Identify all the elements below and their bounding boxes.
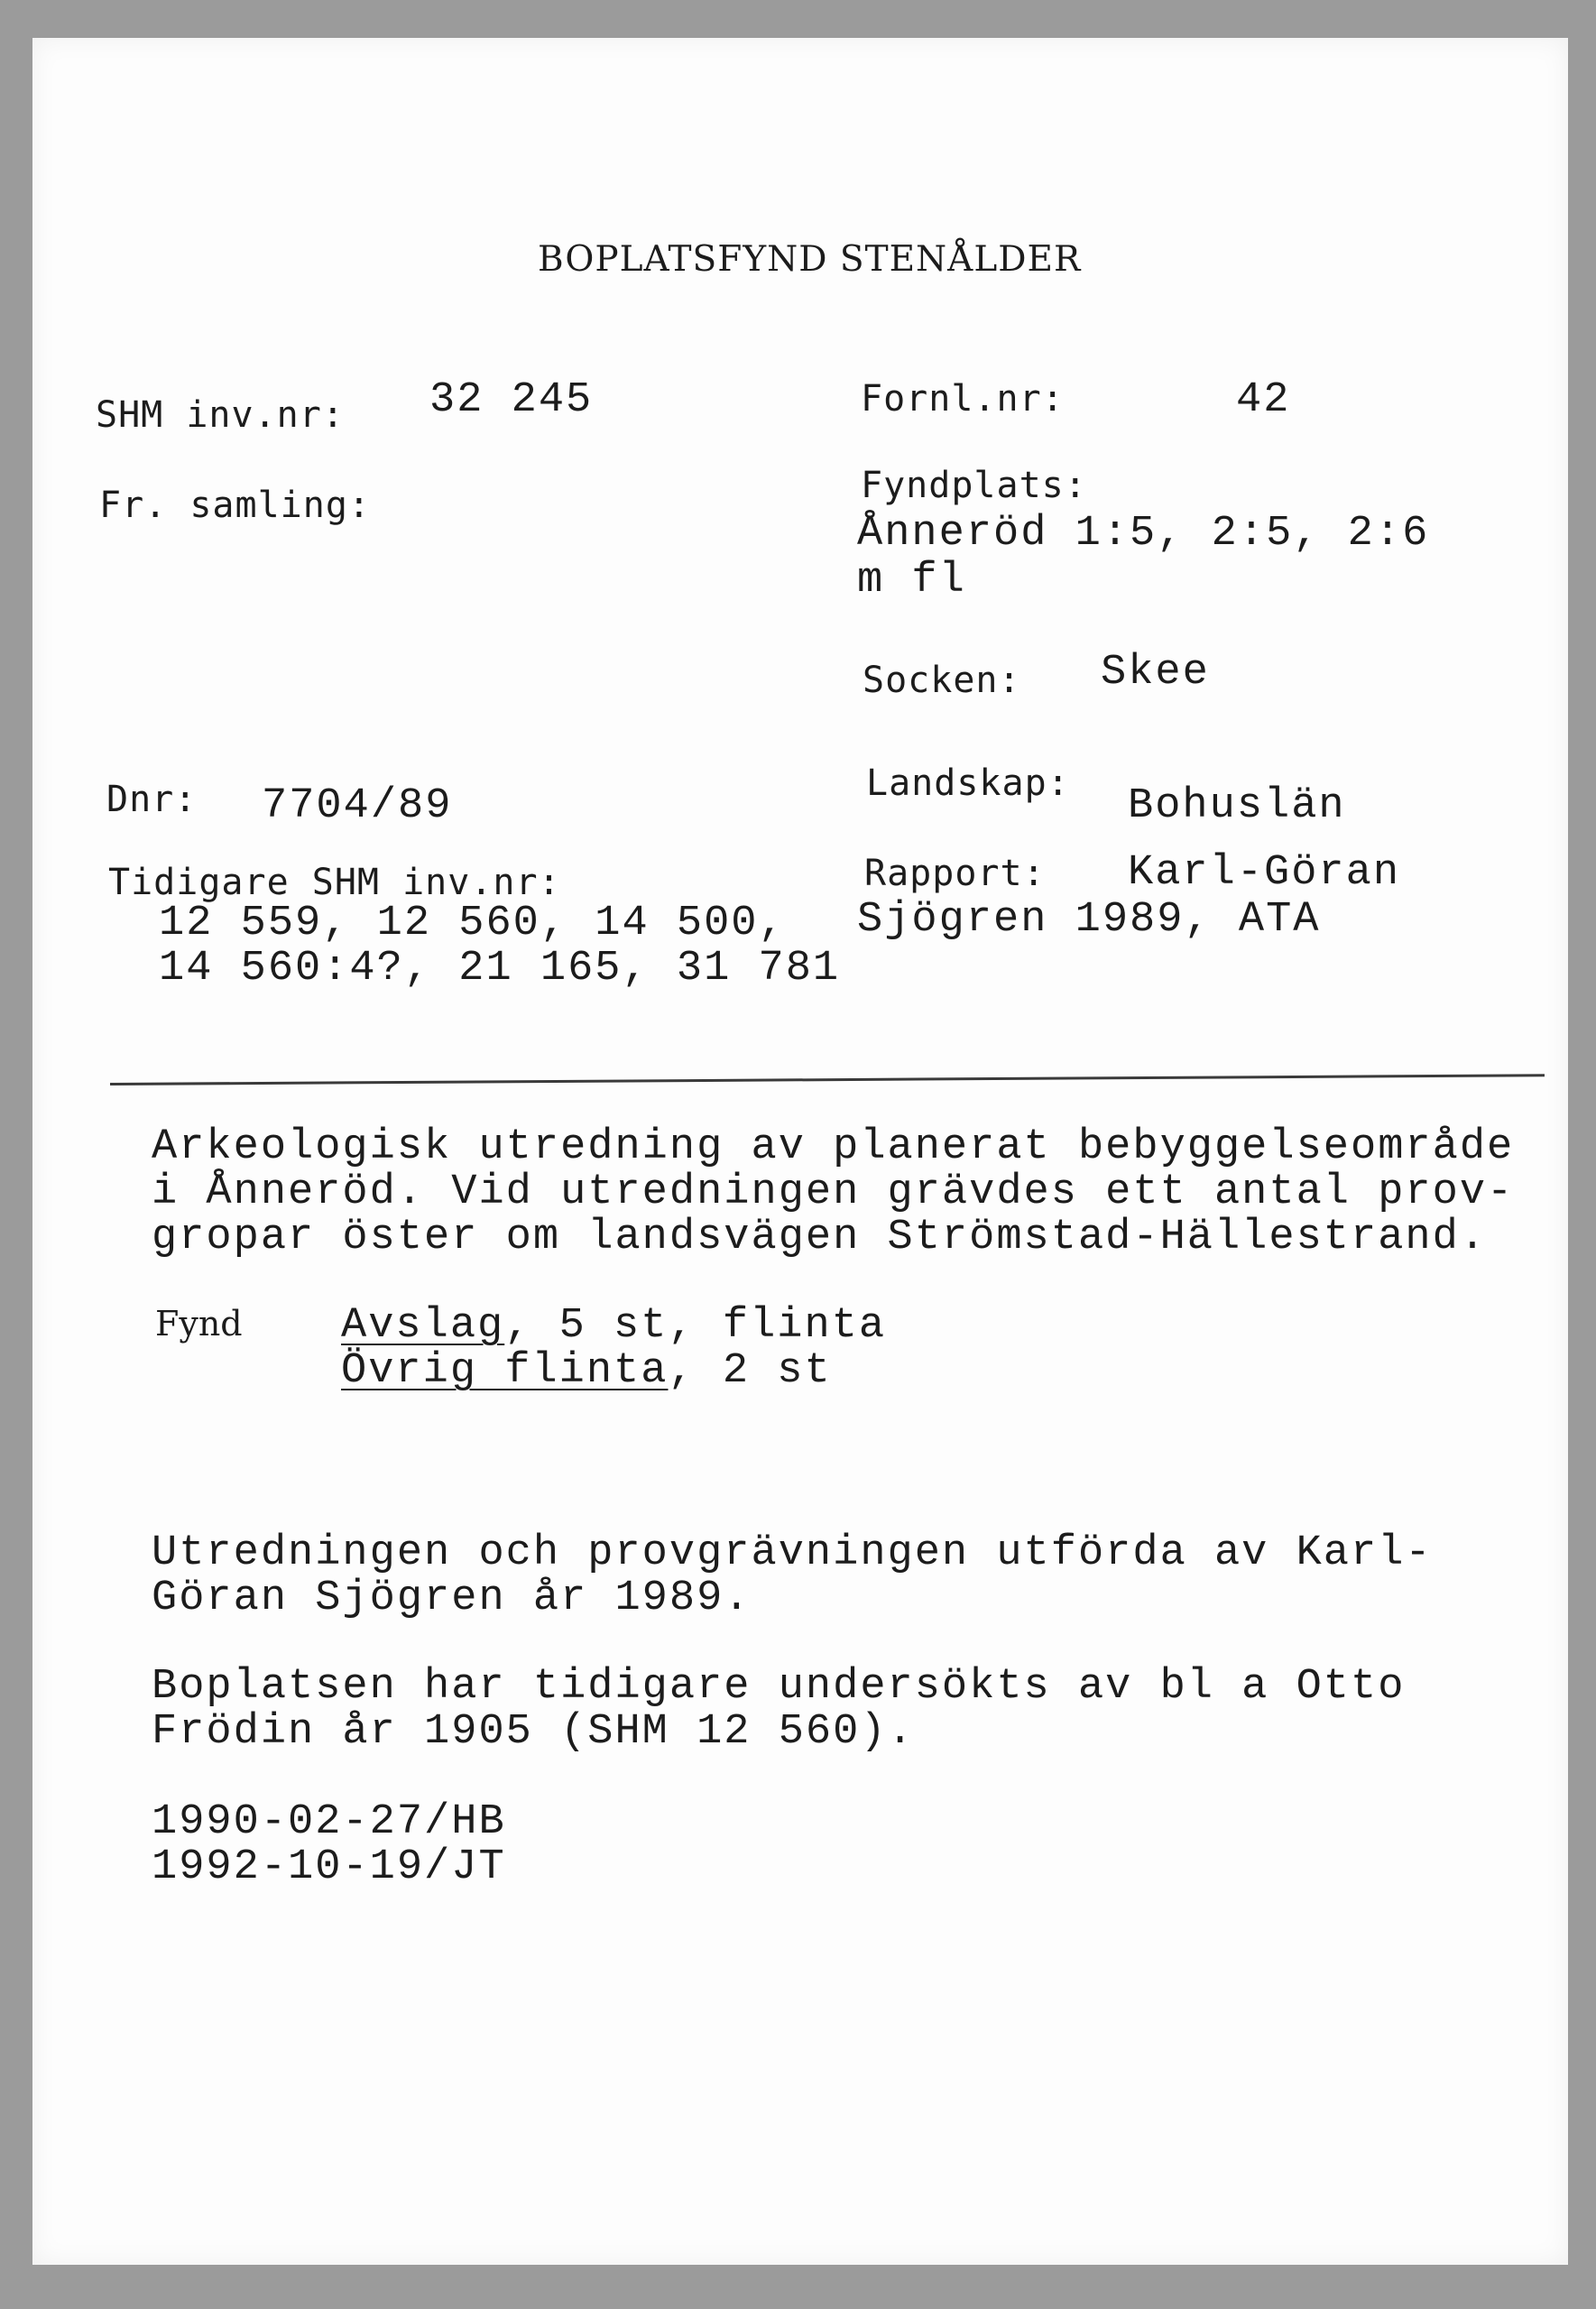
find-item-1	[341, 1302, 887, 1350]
fornl-label: Fornl.nr:	[861, 378, 1065, 420]
description-line-3: gropar öster om landsvägen Strömstad-Hällestrand.	[152, 1214, 1488, 1261]
note2-line-2: Frödin år 1905 (SHM 12 560).	[152, 1708, 915, 1756]
fr-samling-label: Fr. samling:	[99, 485, 371, 526]
note2-line-1: Boplatsen har tidigare undersökts av bl a Otto	[152, 1663, 1406, 1711]
rapport-label: Rapport:	[864, 853, 1046, 894]
card-title: BOPLATSFYND STENÅLDER	[538, 239, 1082, 280]
fornl-value: 42	[1236, 376, 1291, 424]
tidigare-line-2: 14 560:4?, 21 165, 31 781	[159, 945, 841, 993]
finds-label: Fynd	[155, 1304, 243, 1344]
tidigare-line-1: 12 559, 12 560, 14 500,	[159, 900, 786, 947]
landskap-label: Landskap:	[866, 762, 1070, 804]
note1-line-2: Göran Sjögren år 1989.	[152, 1575, 752, 1622]
find-item-2	[341, 1347, 832, 1395]
dnr-value: 7704/89	[262, 782, 453, 830]
socken-value: Skee	[1101, 649, 1210, 697]
fyndplats-line-1: Ånneröd 1:5, 2:5, 2:6	[857, 510, 1430, 558]
note1-line-1: Utredningen och provgrävningen utförda av Karl-	[152, 1529, 1433, 1577]
fyndplats-line-2: m fl	[857, 557, 966, 605]
find-item-1-rest: , 5 st, flinta	[504, 1302, 887, 1350]
dnr-label: Dnr:	[106, 779, 198, 820]
signature-1: 1990-02-27/HB	[152, 1798, 506, 1846]
shm-inv-label: SHM inv.nr:	[96, 394, 345, 436]
description-line-1: Arkeologisk utredning av planerat bebyggelseområde	[152, 1123, 1515, 1171]
rapport-line-2: Sjögren 1989, ATA	[857, 896, 1321, 944]
socken-label: Socken:	[863, 660, 1021, 701]
landskap-value: Bohuslän	[1128, 782, 1346, 830]
shm-inv-value: 32 245	[429, 376, 594, 424]
signature-2: 1992-10-19/JT	[152, 1843, 506, 1891]
find-item-2-rest: , 2 st	[668, 1347, 832, 1395]
tidigare-label: Tidigare SHM inv.nr:	[108, 862, 561, 903]
description-line-2: i Ånneröd. Vid utredningen grävdes ett antal prov-	[152, 1168, 1515, 1216]
find-item-1-name: Avslag	[341, 1302, 505, 1350]
rapport-line-1: Karl-Göran	[1128, 849, 1401, 897]
fyndplats-label: Fyndplats:	[861, 465, 1087, 506]
find-item-2-name: Övrig flinta	[341, 1347, 669, 1395]
